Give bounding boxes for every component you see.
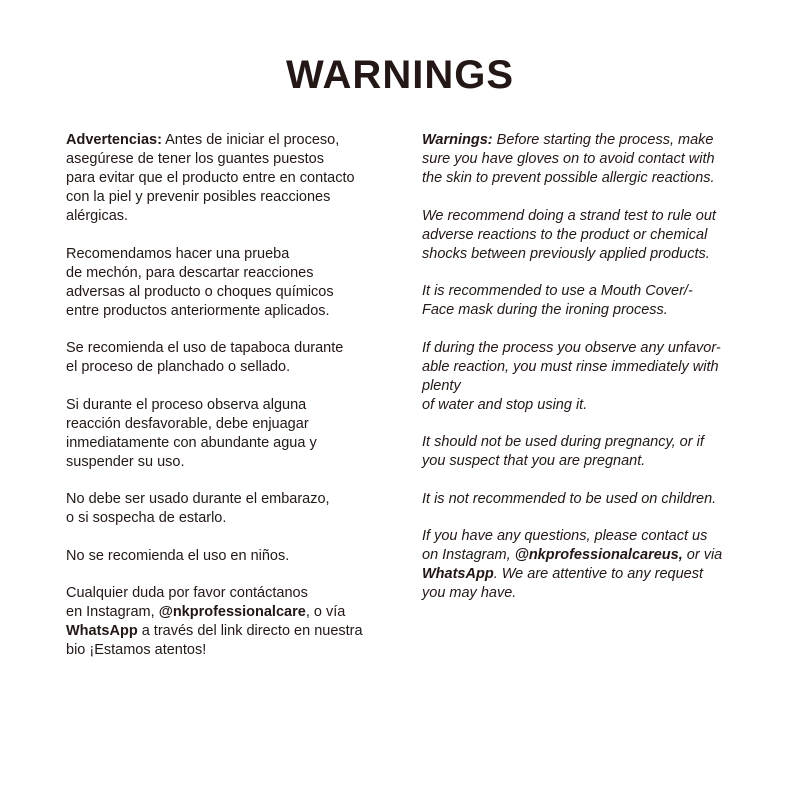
en-strand-line-1: We recommend doing a strand test to rule out: [422, 207, 716, 224]
es-warning-line-5: alérgicas.: [66, 208, 129, 224]
es-reaction-paragraph: [66, 396, 386, 472]
es-contact-suffix: , o vía: [305, 604, 346, 620]
en-mask-line-2: Face mask during the ironing process.: [422, 302, 668, 318]
en-warning-text: Before starting the process, make: [492, 132, 714, 148]
en-warning-line-2: sure you have gloves on to avoid contact with: [422, 151, 715, 167]
en-mask-line-1: It is recommended to use a Mouth Cover/-: [422, 283, 693, 299]
es-warning-line-1: [66, 131, 386, 150]
en-warning-line-1: [422, 131, 752, 150]
en-pregnancy-line-2: you suspect that you are pregnant.: [422, 453, 646, 469]
es-children-paragraph: [66, 547, 386, 566]
en-children-line: It is not recommended to be used on children.: [422, 490, 717, 507]
en-warning-paragraph: [422, 131, 752, 188]
en-warning-label: Warnings:: [422, 132, 493, 148]
es-contact-line-4: bio ¡Estamos atentos!: [66, 642, 207, 658]
en-strand-test-paragraph: [422, 207, 752, 264]
es-whatsapp-suffix: a través del link directo en nuestra: [137, 623, 363, 639]
es-strand-line-2: de mechón, para descartar reacciones: [66, 264, 314, 281]
es-contact-paragraph: [66, 584, 386, 660]
en-reaction-line-2: able reaction, you must rinse immediately with: [422, 358, 719, 375]
en-instagram-handle: @nkprofessionalcareus,: [514, 547, 683, 563]
es-strand-test-paragraph: [66, 245, 386, 321]
es-reaction-line-4: suspender su uso.: [66, 453, 185, 470]
es-mask-paragraph: [66, 339, 386, 377]
en-contact-line-3: [422, 565, 752, 584]
es-pregnancy-line-1: No debe ser usado durante el embarazo,: [66, 491, 330, 507]
en-children-paragraph: [422, 490, 752, 509]
en-reaction-line-3: plenty: [422, 377, 461, 394]
es-pregnancy-paragraph: [66, 490, 386, 528]
es-instagram-handle: @nkprofessionalcare: [158, 604, 306, 620]
es-contact-prefix: en Instagram,: [66, 604, 159, 620]
es-reaction-line-1: Si durante el proceso observa alguna: [66, 396, 307, 413]
english-column: [422, 131, 752, 622]
en-pregnancy-line-1: It should not be used during pregnancy, or if: [422, 434, 704, 450]
en-reaction-line-1: If during the process you observe any unfavor-: [422, 339, 721, 356]
en-warning-line-3: the skin to prevent possible allergic reactions.: [422, 170, 715, 186]
es-warning-line-3: para evitar que el producto entre en contacto: [66, 170, 355, 186]
en-contact-paragraph: [422, 527, 752, 603]
es-pregnancy-line-2: o si sospecha de estarlo.: [66, 510, 227, 526]
es-warning-line-4: con la piel y prevenir posibles reacciones: [66, 189, 331, 205]
en-contact-line-1: If you have any questions, please contact us: [422, 528, 708, 544]
es-strand-line-1: Recomendamos hacer una prueba: [66, 245, 290, 262]
es-warning-paragraph: [66, 131, 386, 226]
es-warning-label: Advertencias:: [66, 132, 162, 148]
en-strand-line-3: shocks between previously applied products.: [422, 245, 710, 262]
en-whatsapp-suffix: . We are attentive to any request: [493, 566, 703, 582]
en-mask-paragraph: [422, 282, 752, 320]
es-warning-line-2: asegúrese de tener los guantes puestos: [66, 151, 324, 167]
es-children-line: No se recomienda el uso en niños.: [66, 547, 290, 564]
es-reaction-line-2: reacción desfavorable, debe enjuagar: [66, 415, 309, 432]
en-reaction-line-4: of water and stop using it.: [422, 396, 588, 413]
es-whatsapp-label: WhatsApp: [66, 623, 138, 639]
en-reaction-paragraph: [422, 339, 752, 415]
es-strand-line-3: adversas al producto o choques químicos: [66, 283, 334, 300]
en-contact-line-4: you may have.: [422, 585, 517, 601]
es-contact-line-1: Cualquier duda por favor contáctanos: [66, 585, 308, 601]
es-mask-line-1: Se recomienda el uso de tapaboca durante: [66, 340, 344, 356]
es-strand-line-4: entre productos anteriormente aplicados.: [66, 302, 330, 319]
en-whatsapp-label: WhatsApp: [422, 566, 494, 582]
spanish-column: [66, 131, 386, 679]
en-contact-line-2: [422, 546, 752, 565]
es-warning-text: Antes de iniciar el proceso,: [161, 132, 340, 148]
en-pregnancy-paragraph: [422, 433, 752, 471]
es-contact-line-3: [66, 622, 386, 641]
es-mask-line-2: el proceso de planchado o sellado.: [66, 359, 291, 375]
en-contact-prefix: on Instagram,: [422, 547, 515, 563]
page-title: WARNINGS: [286, 53, 514, 97]
en-contact-suffix: or via: [682, 547, 723, 563]
es-reaction-line-3: inmediatamente con abundante agua y: [66, 434, 317, 451]
en-strand-line-2: adverse reactions to the product or chemical: [422, 226, 708, 243]
es-contact-line-2: [66, 603, 386, 622]
